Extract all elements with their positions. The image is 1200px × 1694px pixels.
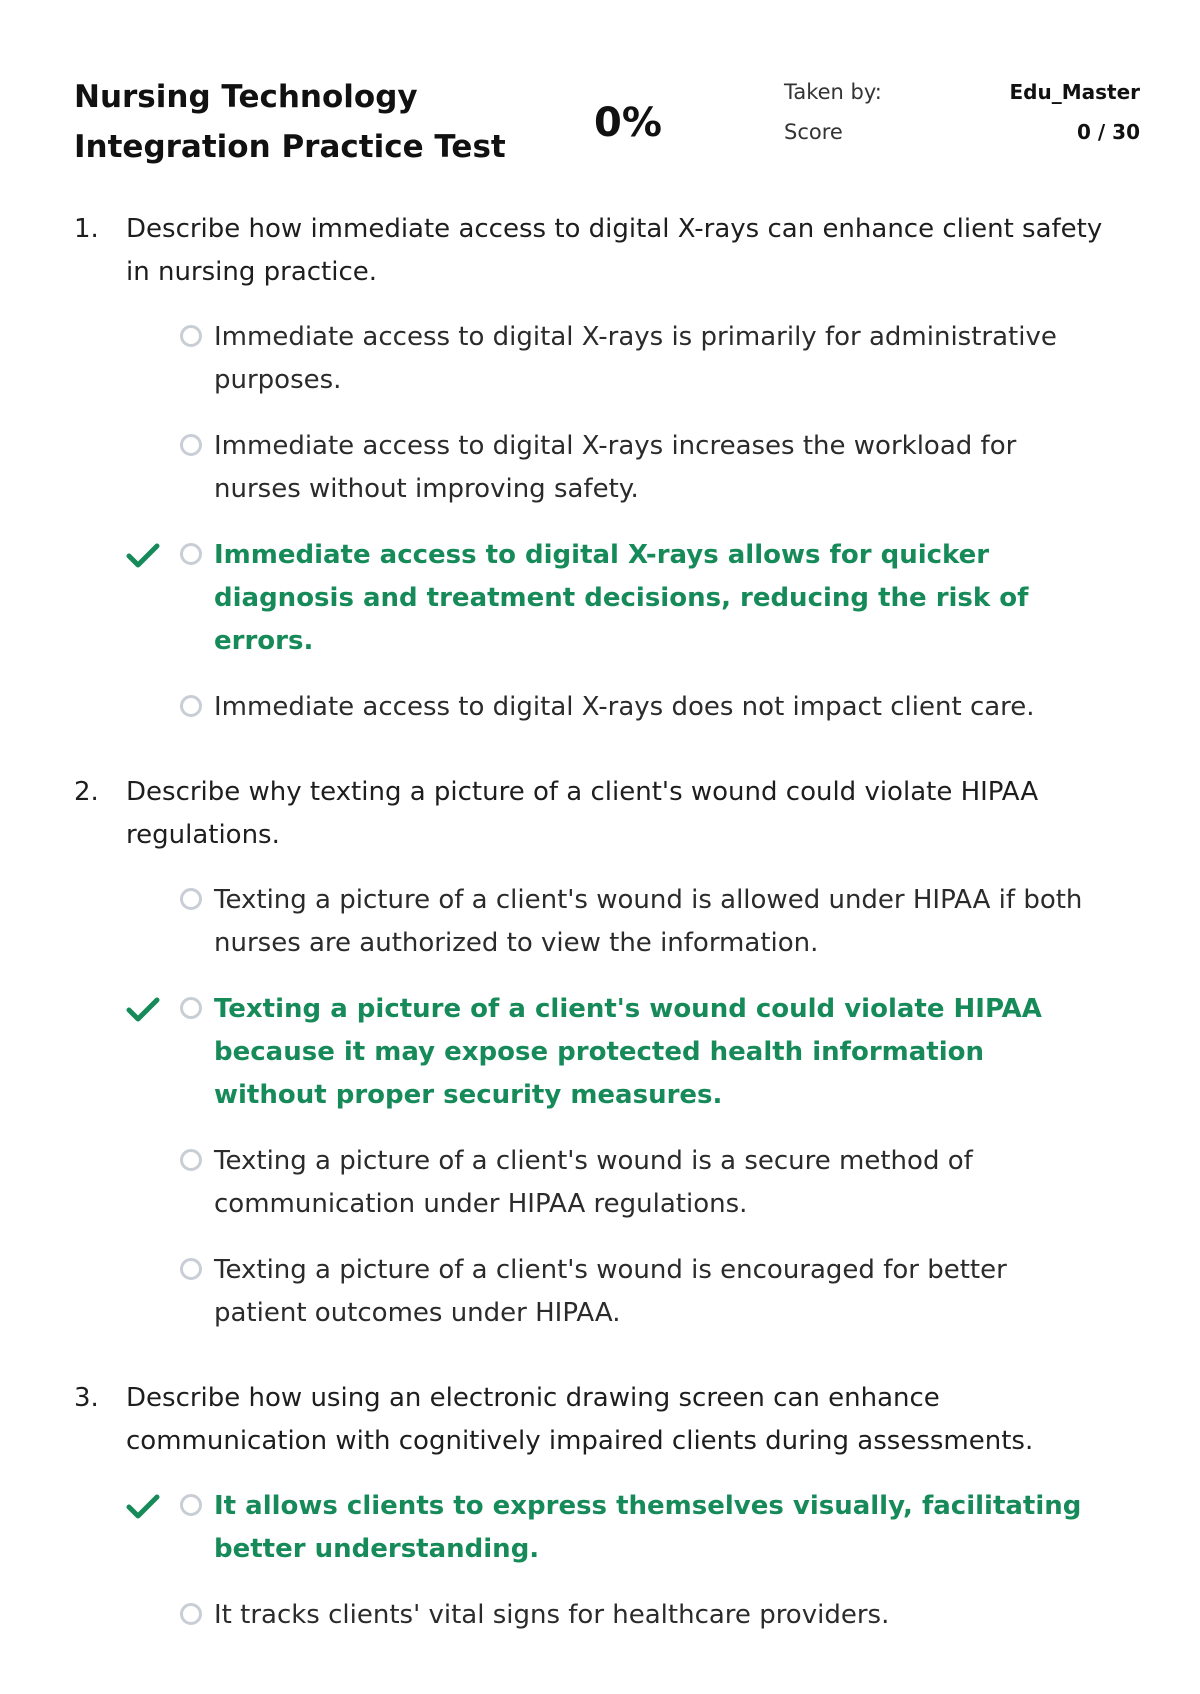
answer-option-text: Immediate access to digital X-rays increases the workload for nurses without improving safety. <box>214 431 1017 504</box>
question-header <box>74 771 1134 857</box>
radio-button[interactable] <box>180 543 202 565</box>
question-header <box>74 1377 1134 1463</box>
score-value: 0 / 30 <box>1077 120 1140 144</box>
radio-button[interactable] <box>180 325 202 347</box>
radio-button[interactable] <box>180 1149 202 1171</box>
check-slot <box>126 988 180 1031</box>
radio-button[interactable] <box>180 695 202 717</box>
question-3 <box>74 1377 1134 1637</box>
check-slot <box>126 1485 180 1528</box>
radio-button[interactable] <box>180 1258 202 1280</box>
question-1 <box>74 208 1134 729</box>
radio-button[interactable] <box>180 1603 202 1625</box>
question-number: 1. <box>74 214 99 244</box>
check-slot <box>126 686 180 729</box>
answer-option-text: Texting a picture of a client's wound could violate HIPAA because it may expose protected health information without proper security measures. <box>214 994 1042 1110</box>
answer-option-text: Immediate access to digital X-rays allows for quicker diagnosis and treatment decisions, reducing the risk of errors. <box>214 540 1029 656</box>
question-text: Describe why texting a picture of a client's wound could violate HIPAA regulations. <box>126 777 1039 850</box>
answer-option[interactable] <box>74 988 1134 1117</box>
score-percent: 0% <box>594 100 662 146</box>
radio-button[interactable] <box>180 1494 202 1516</box>
answer-option-text: Texting a picture of a client's wound is a secure method of communication under HIPAA regulations. <box>214 1146 973 1219</box>
answer-option[interactable] <box>74 425 1134 511</box>
radio-button[interactable] <box>180 888 202 910</box>
answer-option[interactable] <box>74 1485 1134 1571</box>
question-number: 2. <box>74 777 99 807</box>
answer-options <box>74 1485 1134 1637</box>
check-slot <box>126 425 180 468</box>
check-slot <box>126 534 180 577</box>
answer-option[interactable] <box>74 1249 1134 1335</box>
answer-option[interactable] <box>74 534 1134 663</box>
checkmark-icon <box>126 997 160 1023</box>
check-slot <box>126 879 180 922</box>
check-slot <box>126 1594 180 1637</box>
answer-option-text: Texting a picture of a client's wound is encouraged for better patient outcomes under HIPAA. <box>214 1255 1007 1328</box>
check-slot <box>126 1140 180 1183</box>
question-number: 3. <box>74 1383 99 1413</box>
radio-button[interactable] <box>180 434 202 456</box>
score-label: Score <box>784 120 843 144</box>
answer-option[interactable] <box>74 1594 1134 1637</box>
answer-option[interactable] <box>74 316 1134 402</box>
answer-options <box>74 316 1134 729</box>
taken-by-label: Taken by: <box>784 80 882 104</box>
answer-option-text: It allows clients to express themselves visually, facilitating better understanding. <box>214 1491 1082 1564</box>
check-slot <box>126 316 180 359</box>
test-header <box>74 72 1140 182</box>
checkmark-icon <box>126 1494 160 1520</box>
question-list <box>74 208 1134 1679</box>
answer-option[interactable] <box>74 686 1134 729</box>
checkmark-icon <box>126 543 160 569</box>
answer-option[interactable] <box>74 1140 1134 1226</box>
answer-option-text: Texting a picture of a client's wound is allowed under HIPAA if both nurses are authorized to view the information. <box>214 885 1083 958</box>
answer-option[interactable] <box>74 879 1134 965</box>
answer-option-text: It tracks clients' vital signs for healthcare providers. <box>214 1600 890 1630</box>
radio-button[interactable] <box>180 997 202 1019</box>
page-title: Nursing Technology Integration Practice Test <box>74 79 506 165</box>
answer-option-text: Immediate access to digital X-rays is primarily for administrative purposes. <box>214 322 1057 395</box>
answer-options <box>74 879 1134 1335</box>
check-slot <box>126 1249 180 1292</box>
question-2 <box>74 771 1134 1335</box>
taken-by-value: Edu_Master <box>1009 80 1140 104</box>
question-header <box>74 208 1134 294</box>
answer-option-text: Immediate access to digital X-rays does not impact client care. <box>214 692 1035 722</box>
question-text: Describe how immediate access to digital X-rays can enhance client safety in nursing practice. <box>126 214 1103 287</box>
question-text: Describe how using an electronic drawing screen can enhance communication with cognitively impaired clients during assessments. <box>126 1383 1034 1456</box>
